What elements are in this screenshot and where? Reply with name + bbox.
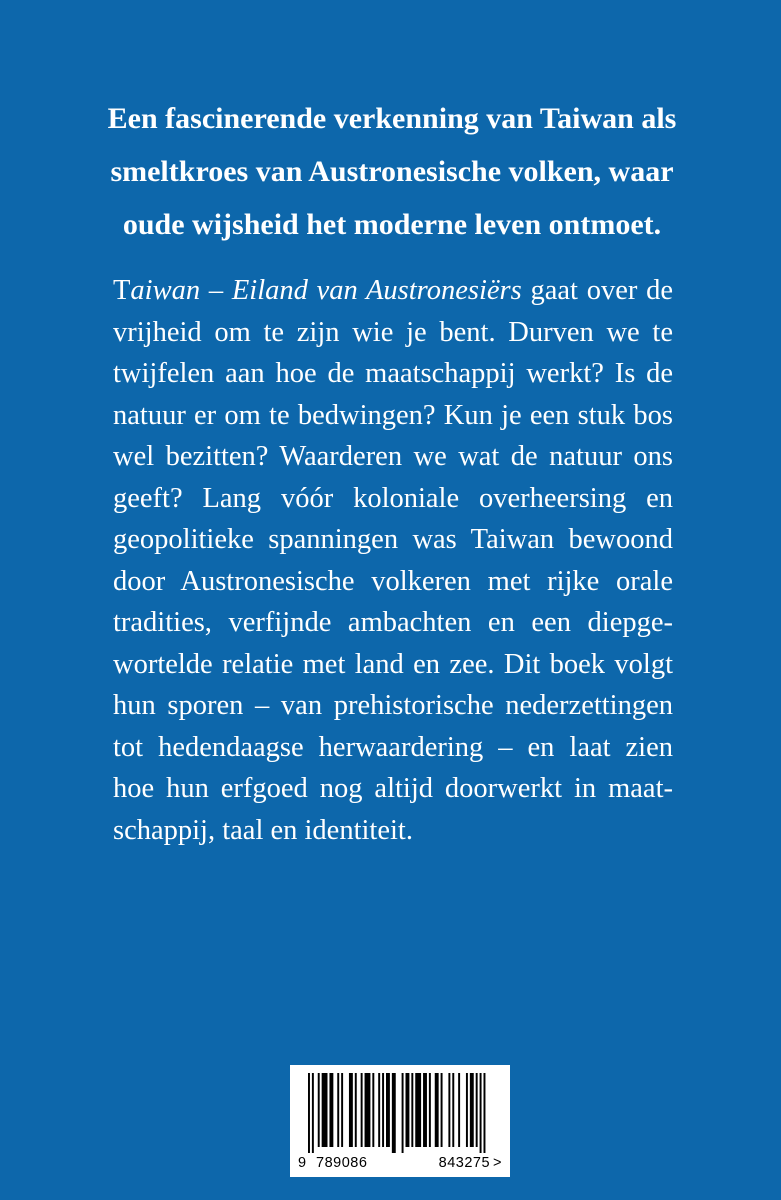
barcode-bar xyxy=(480,1073,482,1153)
barcode-bar xyxy=(411,1073,413,1147)
blurb-heading: Een fascinerende verkenning van Taiwan als smeltkroes van Austronesische volken, waar oude wijsheid het moderne leven ontmoet. xyxy=(107,102,677,241)
barcode-bar xyxy=(423,1073,427,1147)
barcode-bars xyxy=(290,1065,510,1153)
barcode-bar xyxy=(322,1073,328,1147)
barcode-bar xyxy=(476,1073,478,1147)
barcode-bar xyxy=(337,1073,339,1147)
barcode-bar xyxy=(441,1073,443,1147)
barcode-bar xyxy=(386,1073,390,1147)
barcode-bar xyxy=(372,1073,374,1147)
isbn-number xyxy=(290,1155,510,1171)
description-text: gaat over de vrijheid om te zijn wie je bent. Durven we te twijfelen aan hoe de maatschappij werkt? Is de natuur er om te bedwingen? Kun je een stuk bos wel bezitten? Waarderen we wat de natuur ons geeft? Lang vóór koloniale overheersing en geopolitieke spanningen was Taiwan bewoond door Austronesische volkeren met rijke orale tradities, verfijnde ambachten en een diepgewortelde relatie met land en zee. Dit boek volgt hun sporen – van prehistorische nederzettingen tot hedendaagse herwaardering – en laat zien hoe hun erfgoed nog altijd doorwerkt in maatschappij, taal en identiteit. xyxy=(113,275,674,846)
isbn-lead-digit: 9 xyxy=(298,1155,307,1171)
isbn-quiet-zone-mark: > xyxy=(493,1155,502,1171)
description-paragraph xyxy=(113,270,673,851)
barcode-bar xyxy=(382,1073,384,1147)
barcode-bar xyxy=(470,1073,474,1147)
barcode-bar xyxy=(312,1073,314,1153)
barcode-bar xyxy=(308,1073,310,1153)
barcode-bar xyxy=(392,1073,396,1153)
barcode-bar xyxy=(406,1073,410,1147)
barcode-bar xyxy=(361,1073,363,1147)
barcode-bar xyxy=(355,1073,357,1147)
isbn-group-1: 789086 xyxy=(316,1155,368,1171)
barcode-bar xyxy=(429,1073,431,1147)
barcode-bar xyxy=(341,1073,343,1147)
barcode-bar xyxy=(452,1073,454,1147)
barcode-bar xyxy=(435,1073,439,1147)
barcode-bar xyxy=(458,1073,460,1147)
barcode-bar xyxy=(329,1073,333,1147)
barcode-bar xyxy=(318,1073,320,1147)
isbn-barcode xyxy=(290,1065,510,1177)
barcode-bar xyxy=(349,1073,353,1147)
book-title: aiwan – Eiland van Austronesiërs xyxy=(130,275,522,306)
barcode-bar xyxy=(448,1073,450,1147)
book-title-lead: T xyxy=(113,275,131,306)
barcode-bar xyxy=(378,1073,380,1147)
barcode-bar xyxy=(415,1073,421,1147)
barcode-bar xyxy=(402,1073,404,1153)
isbn-group-2: 843275 xyxy=(438,1155,491,1171)
barcode-bar xyxy=(365,1073,371,1147)
barcode-bar xyxy=(484,1073,486,1153)
barcode-bar xyxy=(466,1073,468,1147)
